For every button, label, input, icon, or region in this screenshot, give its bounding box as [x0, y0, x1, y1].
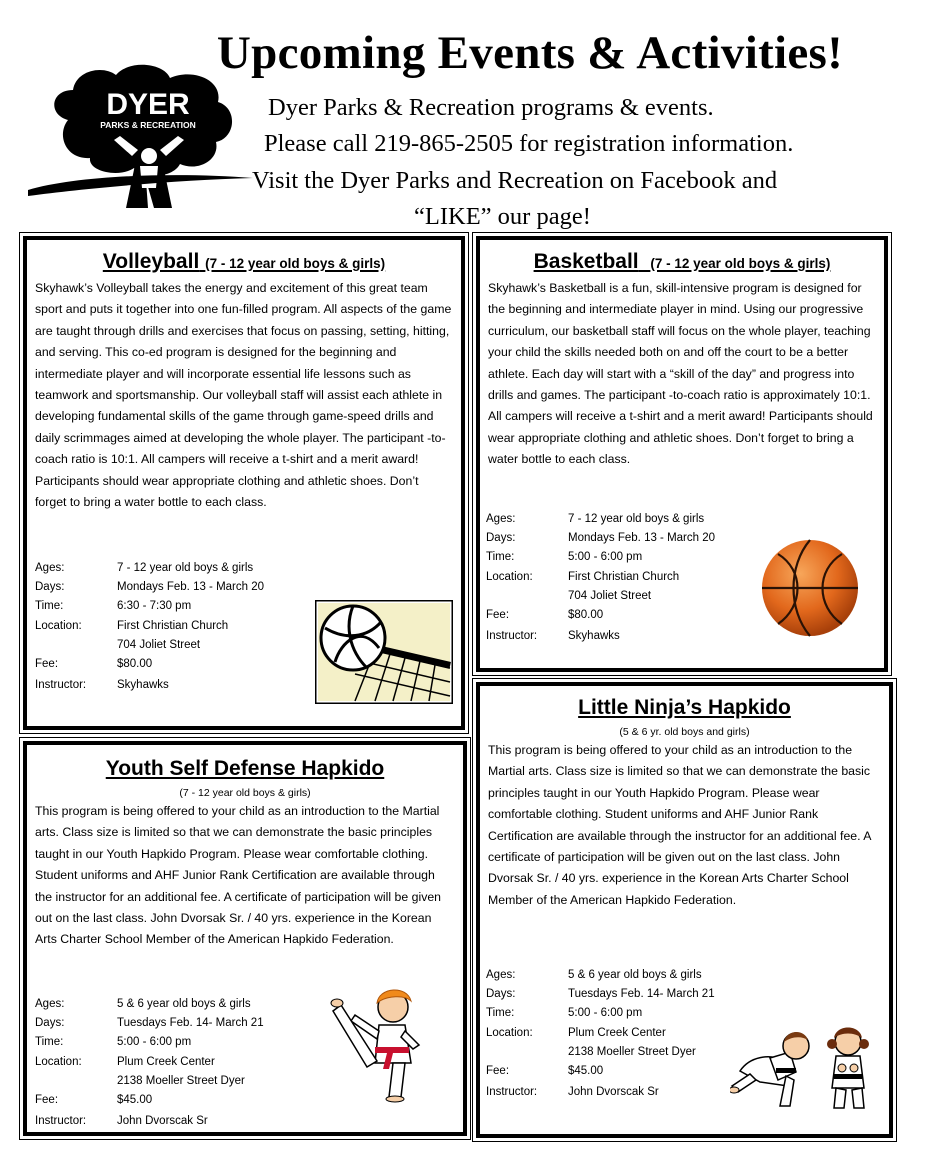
detail-value: Skyhawks: [568, 630, 620, 643]
volleyball-title-text: Volleyball: [102, 250, 200, 273]
volleyball-description: Skyhawk’s Volleyball takes the energy and excitement of this great team sport and puts it together into one fun-filled program. All aspects of the game are taught through drills and exercises that focus on passing, setting, hitting, and serving. This co-ed program is designed for the beginning and intermediate player and will incorporate essential life lessons such as teamwork and sportsmanship. Our volleyball staff will assist each athlete in developing fundamental skills of the game through game-speed drills and daily scrimmages aimed at developing the whole player. The participant -to-coach ratio is 10:1. All campers will receive a t-shirt and a merit award! Participants should wear appropriate clothing and athletic shoes. Don’t forget to bring a water bottle to each class.: [35, 281, 452, 510]
youth-self-defense-box: [23, 741, 467, 1136]
detail-label: Days:: [486, 532, 516, 545]
detail-value: $45.00: [117, 1094, 153, 1107]
detail-value: Tuesdays Feb. 14- March 21: [568, 988, 715, 1001]
dyer-parks-logo: [28, 60, 258, 222]
detail-label: Ages:: [35, 998, 65, 1010]
little-ninja-title: Little Ninja’s Hapkido: [578, 696, 791, 719]
detail-value: 6:30 - 7:30 pm: [117, 600, 192, 613]
volleyball-box: [23, 236, 465, 730]
detail-label: Days:: [486, 988, 516, 1001]
volleyball-net-icon: [315, 600, 453, 704]
karate-boy-icon: [327, 985, 427, 1105]
detail-value: 704 Joliet Street: [117, 638, 201, 651]
detail-label: Days:: [35, 1017, 65, 1030]
basketball-age-range: (7 - 12 year old boys & girls): [650, 256, 831, 271]
header-line-2: Please call 219-865-2505 for registration information.: [264, 130, 794, 157]
detail-value: 2138 Moeller Street Dyer: [568, 1045, 696, 1058]
detail-label: [35, 1072, 117, 1091]
detail-label: Location:: [35, 619, 82, 632]
detail-label: Fee:: [35, 658, 59, 671]
detail-label: Fee:: [486, 609, 510, 622]
little-ninja-description: This program is being offered to your child as an introduction to the Martial arts. Class size is limited so that we can demonstrate the basic principles taught in our Youth Hapkido Program. Please wear comfortable clothing. Student uniforms and AHF Junior Rank Certification are available through the instructor for an additional fee. A certificate of participation will be given out on the last class. John Dvorsak Sr. / 40 yrs. experience in the Korean Arts Charter School Member of the American Hapkido Federation.: [488, 743, 871, 907]
karate-kids-icon: [730, 1016, 880, 1116]
detail-value: 7 - 12 year old boys & girls: [568, 513, 705, 525]
detail-value: 5 & 6 year old boys & girls: [117, 998, 251, 1010]
detail-value: $45.00: [568, 1065, 604, 1078]
basketball-title-text: Basketball: [533, 250, 639, 273]
detail-value: John Dvorscak Sr: [568, 1086, 659, 1099]
detail-value: Mondays Feb. 13 - March 20: [568, 532, 716, 545]
little-ninja-box: [476, 682, 893, 1138]
detail-label: Time:: [486, 1007, 515, 1020]
detail-label: Location:: [486, 570, 533, 583]
detail-label: Location:: [486, 1026, 533, 1039]
volleyball-age-range: (7 - 12 year old boys & girls): [205, 256, 386, 271]
basketball-details: [486, 510, 715, 646]
detail-value: $80.00: [568, 609, 604, 622]
youth-self-defense-description: This program is being offered to your child as an introduction to the Martial arts. Class size is limited so that we can demonstrate the basic principles taught in our Youth Hapkido Program. Please wear comfortable clothing. Student uniforms and AHF Junior Rank Certification are available through the instructor for an additional fee. A certificate of participation will be given out on the last class. John Dvorsak Sr. / 40 yrs. experience in the Korean Arts Charter School Member of the American Hapkido Federation.: [35, 804, 442, 947]
basketball-box: [476, 236, 888, 672]
detail-label: Ages:: [35, 562, 65, 574]
basketball-title: [480, 250, 884, 274]
page-title: Upcoming Events & Activities!: [216, 27, 844, 79]
basketball-description: Skyhawk’s Basketball is a fun, skill-intensive program is designed for the beginning and intermediate player in mind. Using our progressive curriculum, our basketball staff will focus on the whole player, teaching your child the skills needed both on and off the court to be a better athlete. Each day will start with a “skill of the day” and progress into drills and games. The participant -to-coach ratio is approximately 10:1. All campers will receive a t-shirt and a merit award! Participants should wear appropriate clothing and athletic shoes. Don’t forget to bring a water bottle to each class.: [488, 281, 873, 467]
detail-label: [486, 1043, 568, 1062]
header-line-3: Visit the Dyer Parks and Recreation on Facebook and: [252, 167, 778, 194]
detail-value: 2138 Moeller Street Dyer: [117, 1074, 245, 1087]
detail-value: Tuesdays Feb. 14- March 21: [117, 1017, 264, 1030]
detail-label: Days:: [35, 581, 65, 594]
basketball-icon: [758, 536, 862, 640]
little-ninja-details: [486, 966, 715, 1102]
detail-value: Plum Creek Center: [117, 1055, 215, 1068]
volleyball-details: [35, 559, 264, 695]
detail-value: Plum Creek Center: [568, 1026, 666, 1039]
detail-value: 5 & 6 year old boys & girls: [568, 969, 702, 981]
detail-label: Fee:: [35, 1094, 59, 1107]
logo-wordmark: DYER: [106, 88, 190, 121]
detail-value: 704 Joliet Street: [568, 589, 652, 602]
detail-label: Ages:: [486, 513, 516, 525]
logo-subtitle: PARKS & RECREATION: [100, 120, 196, 130]
detail-value: 5:00 - 6:00 pm: [568, 551, 643, 564]
detail-label: Instructor:: [35, 1115, 87, 1128]
volleyball-title: [27, 250, 461, 274]
detail-label: Instructor:: [35, 679, 87, 692]
detail-value: 5:00 - 6:00 pm: [568, 1007, 643, 1020]
detail-label: Instructor:: [486, 1086, 538, 1099]
detail-label: Time:: [35, 600, 64, 613]
detail-label: Time:: [486, 551, 515, 564]
detail-label: [486, 587, 568, 606]
detail-value: First Christian Church: [568, 570, 680, 583]
header-line-4: “LIKE” our page!: [414, 203, 591, 230]
detail-value: $80.00: [117, 658, 153, 671]
header-line-1: Dyer Parks & Recreation programs & events.: [268, 94, 714, 121]
detail-label: Ages:: [486, 969, 516, 981]
detail-value: 7 - 12 year old boys & girls: [117, 562, 254, 574]
detail-value: First Christian Church: [117, 619, 229, 632]
youth-self-defense-title: Youth Self Defense Hapkido: [105, 757, 385, 780]
detail-label: [35, 636, 117, 655]
detail-value: John Dvorscak Sr: [117, 1115, 208, 1128]
detail-label: Location:: [35, 1055, 82, 1068]
youth-self-defense-age-range: (7 - 12 year old boys & girls): [179, 787, 311, 799]
detail-label: Instructor:: [486, 630, 538, 643]
little-ninja-age-range: (5 & 6 yr. old boys and girls): [619, 726, 750, 738]
detail-value: 5:00 - 6:00 pm: [117, 1036, 192, 1049]
detail-value: Skyhawks: [117, 679, 169, 692]
detail-value: Mondays Feb. 13 - March 20: [117, 581, 265, 594]
detail-label: Fee:: [486, 1065, 510, 1078]
detail-label: Time:: [35, 1036, 64, 1049]
youth-self-defense-details: [35, 995, 264, 1131]
